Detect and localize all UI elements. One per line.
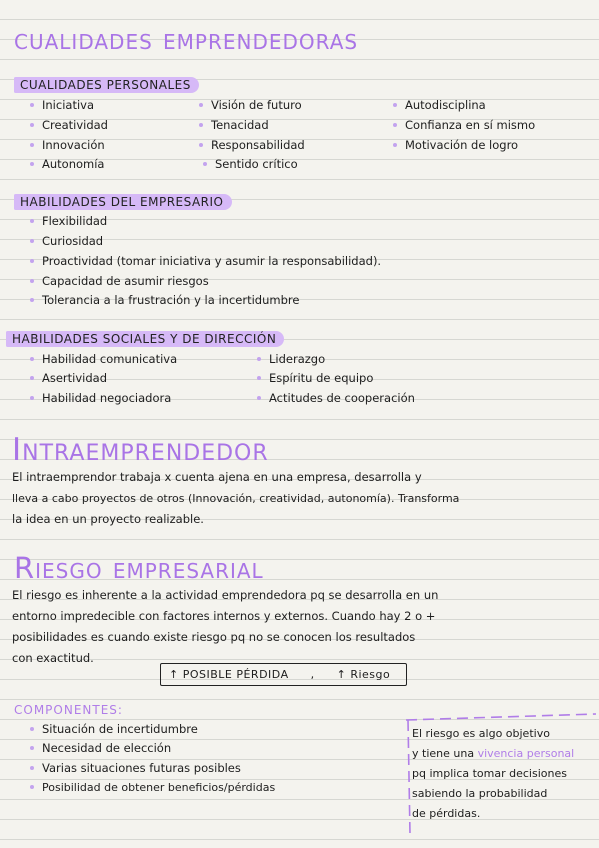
- list-item: Sentido crítico: [203, 157, 298, 171]
- paragraph-line: con exactitud.: [12, 651, 94, 665]
- bullet-icon: [30, 239, 34, 243]
- risk-box-risk: ↑ Riesgo: [336, 668, 391, 681]
- section-title-intraemprendedor: Intraemprendedor: [12, 432, 269, 468]
- list-item: Curiosidad: [30, 234, 103, 248]
- note-highlight: vivencia personal: [477, 747, 575, 760]
- bullet-icon: [30, 259, 34, 263]
- list-item: Asertividad: [30, 371, 107, 385]
- note-line: El riesgo es algo objetivo: [412, 727, 550, 740]
- list-item: Proactividad (tomar iniciativa y asumir la responsabilidad).: [30, 254, 381, 268]
- list-item: Tenacidad: [199, 118, 269, 132]
- bullet-icon: [30, 103, 34, 107]
- list-item: Habilidad comunicativa: [30, 352, 177, 366]
- bullet-icon: [30, 279, 34, 283]
- intra-paragraph: [12, 467, 459, 530]
- list-item: Flexibilidad: [30, 214, 107, 228]
- note-line: de pérdidas.: [412, 807, 481, 820]
- list-item: Posibilidad de obtener beneficios/pérdidas: [30, 780, 275, 794]
- bullet-icon: [30, 727, 34, 731]
- bullet-icon: [30, 746, 34, 750]
- bullet-icon: [30, 376, 34, 380]
- list-item: Habilidad negociadora: [30, 391, 171, 405]
- componentes-label: COMPONENTES:: [14, 703, 123, 717]
- note-line: y tiene una vivencia personal: [412, 747, 575, 760]
- list-item: Creatividad: [30, 118, 108, 132]
- list-item: Autodisciplina: [393, 98, 486, 112]
- bullet-icon: [393, 143, 397, 147]
- bullet-icon: [199, 123, 203, 127]
- list-item: Varias situaciones futuras posibles: [30, 761, 241, 775]
- risk-box-separator: ,: [310, 668, 315, 681]
- bullet-icon: [30, 766, 34, 770]
- bullet-icon: [257, 396, 261, 400]
- bullet-icon: [30, 123, 34, 127]
- list-item: Responsabilidad: [199, 138, 305, 152]
- list-item: Liderazgo: [257, 352, 325, 366]
- paragraph-line: entorno impredecible con factores internos y externos. Cuando hay 2 o +: [12, 609, 436, 623]
- list-item: Visión de futuro: [199, 98, 302, 112]
- list-item: Capacidad de asumir riesgos: [30, 274, 209, 288]
- list-item: Espíritu de equipo: [257, 371, 373, 385]
- section-label-empresario: HABILIDADES DEL EMPRESARIO: [14, 194, 232, 210]
- paragraph-line: lleva a cabo proyectos de otros (Innovación, creatividad, autonomía). Transforma: [12, 492, 460, 505]
- list-item: Iniciativa: [30, 98, 94, 112]
- bullet-icon: [30, 357, 34, 361]
- bullet-icon: [199, 103, 203, 107]
- list-item: Innovación: [30, 138, 105, 152]
- riesgo-paragraph: [12, 585, 438, 669]
- bullet-icon: [257, 357, 261, 361]
- list-item: Autonomía: [30, 157, 104, 171]
- bullet-icon: [30, 219, 34, 223]
- paragraph-line: posibilidades es cuando existe riesgo pq no se conocen los resultados: [12, 630, 416, 644]
- bullet-icon: [30, 298, 34, 302]
- risk-box-loss: ↑ POSIBLE PÉRDIDA: [169, 668, 289, 681]
- list-item: Situación de incertidumbre: [30, 722, 198, 736]
- bullet-icon: [199, 143, 203, 147]
- section-label-sociales: HABILIDADES SOCIALES Y DE DIRECCIÓN: [6, 331, 284, 347]
- bullet-icon: [30, 143, 34, 147]
- paragraph-line: la idea en un proyecto realizable.: [12, 512, 204, 526]
- paragraph-line: El riesgo es inherente a la actividad emprendedora pq se desarrolla en un: [12, 588, 439, 602]
- bullet-icon: [393, 123, 397, 127]
- bullet-icon: [30, 396, 34, 400]
- list-item: Tolerancia a la frustración y la incertidumbre: [30, 293, 299, 307]
- bullet-icon: [257, 376, 261, 380]
- note-line: pq implica tomar decisiones: [412, 767, 567, 780]
- paragraph-line: El intraemprendor trabaja x cuenta ajena en una empresa, desarrolla y: [12, 470, 422, 484]
- section-label-personales: CUALIDADES PERSONALES: [14, 77, 199, 93]
- list-item: Necesidad de elección: [30, 741, 171, 755]
- section-title-riesgo: Riesgo empresarial: [14, 551, 264, 585]
- bullet-icon: [30, 785, 34, 789]
- bullet-icon: [30, 162, 34, 166]
- list-item: Confianza en sí mismo: [393, 118, 535, 132]
- list-item: Motivación de logro: [393, 138, 518, 152]
- note-line: sabiendo la probabilidad: [412, 787, 548, 800]
- page-title: cualidades emprendedoras: [14, 22, 359, 56]
- side-note: [412, 724, 574, 824]
- risk-box: [160, 663, 407, 686]
- list-item: Actitudes de cooperación: [257, 391, 415, 405]
- bullet-icon: [203, 162, 207, 166]
- bullet-icon: [393, 103, 397, 107]
